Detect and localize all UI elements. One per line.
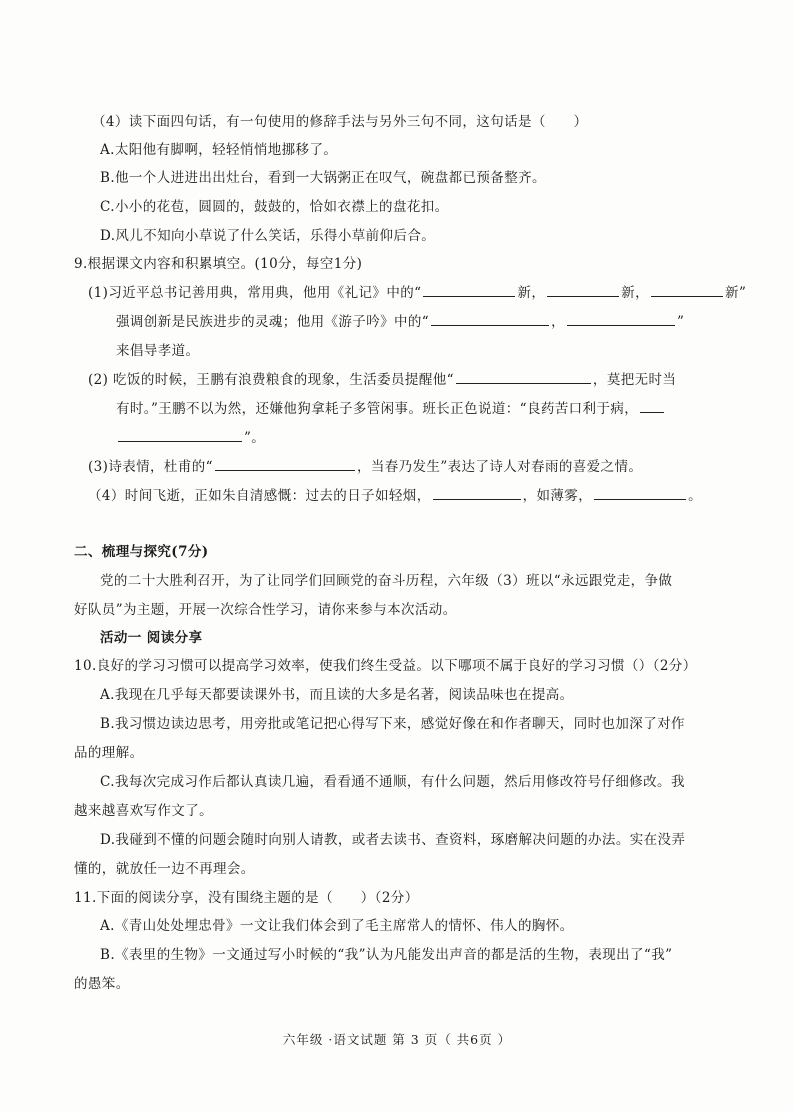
q9-blank-1[interactable] xyxy=(423,282,515,297)
q9-part4-text-a: （4）时间飞逝，正如朱自清感慨：过去的日子如轻烟， xyxy=(88,488,431,504)
q9-part2-text-c: 有时。”王鹏不以为然，还嫌他狗拿耗子多管闲事。班长正色说道：“良药苦口利于病， xyxy=(116,401,639,417)
q9-blank-6[interactable] xyxy=(456,369,591,384)
q9-blank-8[interactable] xyxy=(215,456,355,471)
q11-stem: 11.下面的阅读分享，没有围绕主题的是（ ）（2分） xyxy=(74,890,419,906)
q10-option-a: A.我现在几乎每天都要读课外书，而且读的大多是名著，阅读品味也在提高。 xyxy=(100,687,574,703)
q10-option-b-line1: B.我习惯边读边思考，用旁批或笔记把心得写下来，感觉好像在和作者聊天，同时也加深了对作 xyxy=(100,716,685,732)
q9-part2-line3 xyxy=(116,426,265,446)
q9-part1-text-g: ” xyxy=(677,314,685,330)
q9-part1-line3: 来倡导孝道。 xyxy=(116,343,200,359)
q11-option-a: A.《青山处处埋忠骨》一文让我们体会到了毛主席常人的情怀、伟人的胸怀。 xyxy=(100,918,574,934)
q9-part1-line2 xyxy=(116,310,684,330)
q9-blank-2[interactable] xyxy=(547,282,619,297)
q9-part1-line1 xyxy=(88,281,746,301)
q8-4-option-a: A.太阳他有脚啊，轻轻悄悄地挪移了。 xyxy=(100,142,338,158)
q9-part1-text-b: 新， xyxy=(517,285,546,301)
q9-stem: 9.根据课文内容和积累填空。(10分，每空1分) xyxy=(74,256,363,272)
q8-4-stem: （4）读下面四句话，有一句使用的修辞手法与另外三句不同，这句话是（ ） xyxy=(92,114,588,130)
section-2-intro-line1: 党的二十大胜利召开，为了让同学们回顾党的奋斗历程，六年级（3）班以“永远跟党走，争做 xyxy=(100,573,673,589)
section-2-intro-line2: 好队员”为主题，开展一次综合性学习，请你来参与本次活动。 xyxy=(74,602,457,618)
q9-part4 xyxy=(88,484,702,504)
q9-part1-text-a: (1)习近平总书记善用典，常用典，他用《礼记》中的“ xyxy=(88,285,422,301)
q8-4-option-c: C.小小的花苞，圆圆的，鼓鼓的，恰如衣襟上的盘花扣。 xyxy=(100,199,449,215)
q9-blank-4[interactable] xyxy=(431,311,549,326)
q9-blank-9[interactable] xyxy=(433,485,521,500)
q8-4-option-b: B.他一个人进进出出灶台，看到一大锅粥正在叹气，碗盘都已预备整齐。 xyxy=(100,170,546,186)
q9-part4-text-b: ，如薄雾， xyxy=(522,488,593,504)
q9-part2-text-d: ”。 xyxy=(244,430,266,446)
q9-part2-text-a: (2) 吃饭的时候，王鹏有浪费粮食的现象，生活委员提醒他“ xyxy=(88,372,454,388)
q9-part1-text-c: 新， xyxy=(621,285,650,301)
q11-option-b-line2: 的愚笨。 xyxy=(74,976,130,992)
q9-part3-text-a: (3)诗表情，杜甫的“ xyxy=(88,459,213,475)
q9-blank-10[interactable] xyxy=(594,485,686,500)
q9-part1-text-e: 强调创新是民族进步的灵魂；他用《游子吟》中的“ xyxy=(116,314,430,330)
q9-part3-text-b: ，当春乃发生”表达了诗人对春雨的喜爱之情。 xyxy=(356,459,643,475)
activity-1-heading: 活动一 阅读分享 xyxy=(100,630,203,646)
q10-option-b-line2: 品的理解。 xyxy=(74,745,144,761)
q9-part4-text-c: 。 xyxy=(688,488,702,504)
q10-option-d-line2: 懂的，就放任一边不再理会。 xyxy=(74,861,255,877)
q9-part2-line1 xyxy=(88,368,676,388)
section-2-title: 二、梳理与探究(7分) xyxy=(74,544,209,560)
q9-part1-text-d: 新” xyxy=(725,285,747,301)
page-footer: 六年级 ·语文试题 第 3 页（ 共6页 ） xyxy=(282,1032,512,1047)
q11-option-b-line1: B.《表里的生物》一文通过写小时候的“我”认为凡能发出声音的都是活的生物，表现出了“我” xyxy=(100,947,673,963)
q8-4-option-d: D.风儿不知向小草说了什么笑话，乐得小草前仰后合。 xyxy=(100,228,436,244)
q9-part1-text-f: ， xyxy=(551,314,566,330)
q10-stem: 10.良好的学习习惯可以提高学习效率，使我们终生受益。以下哪项不属于良好的学习习惯（）（2分） xyxy=(74,658,697,674)
q9-blank-7b[interactable] xyxy=(118,427,242,442)
q9-part3 xyxy=(88,455,642,475)
q10-option-c-line2: 越来越喜欢写作文了。 xyxy=(74,803,213,819)
q9-blank-5[interactable] xyxy=(567,311,675,326)
q10-option-c-line1: C.我每次完成习作后都认真读几遍，看看通不通顺，有什么问题，然后用修改符号仔细修改。我 xyxy=(100,774,685,790)
q9-blank-3[interactable] xyxy=(651,282,723,297)
q9-part2-text-b: ，莫把无时当 xyxy=(592,372,677,388)
q9-part2-line2 xyxy=(116,397,666,417)
q10-option-d-line1: D.我碰到不懂的问题会随时向别人请教，或者去读书、查资料，琢磨解决问题的办法。实在没弄 xyxy=(100,832,686,848)
q9-blank-7a[interactable] xyxy=(640,398,664,413)
